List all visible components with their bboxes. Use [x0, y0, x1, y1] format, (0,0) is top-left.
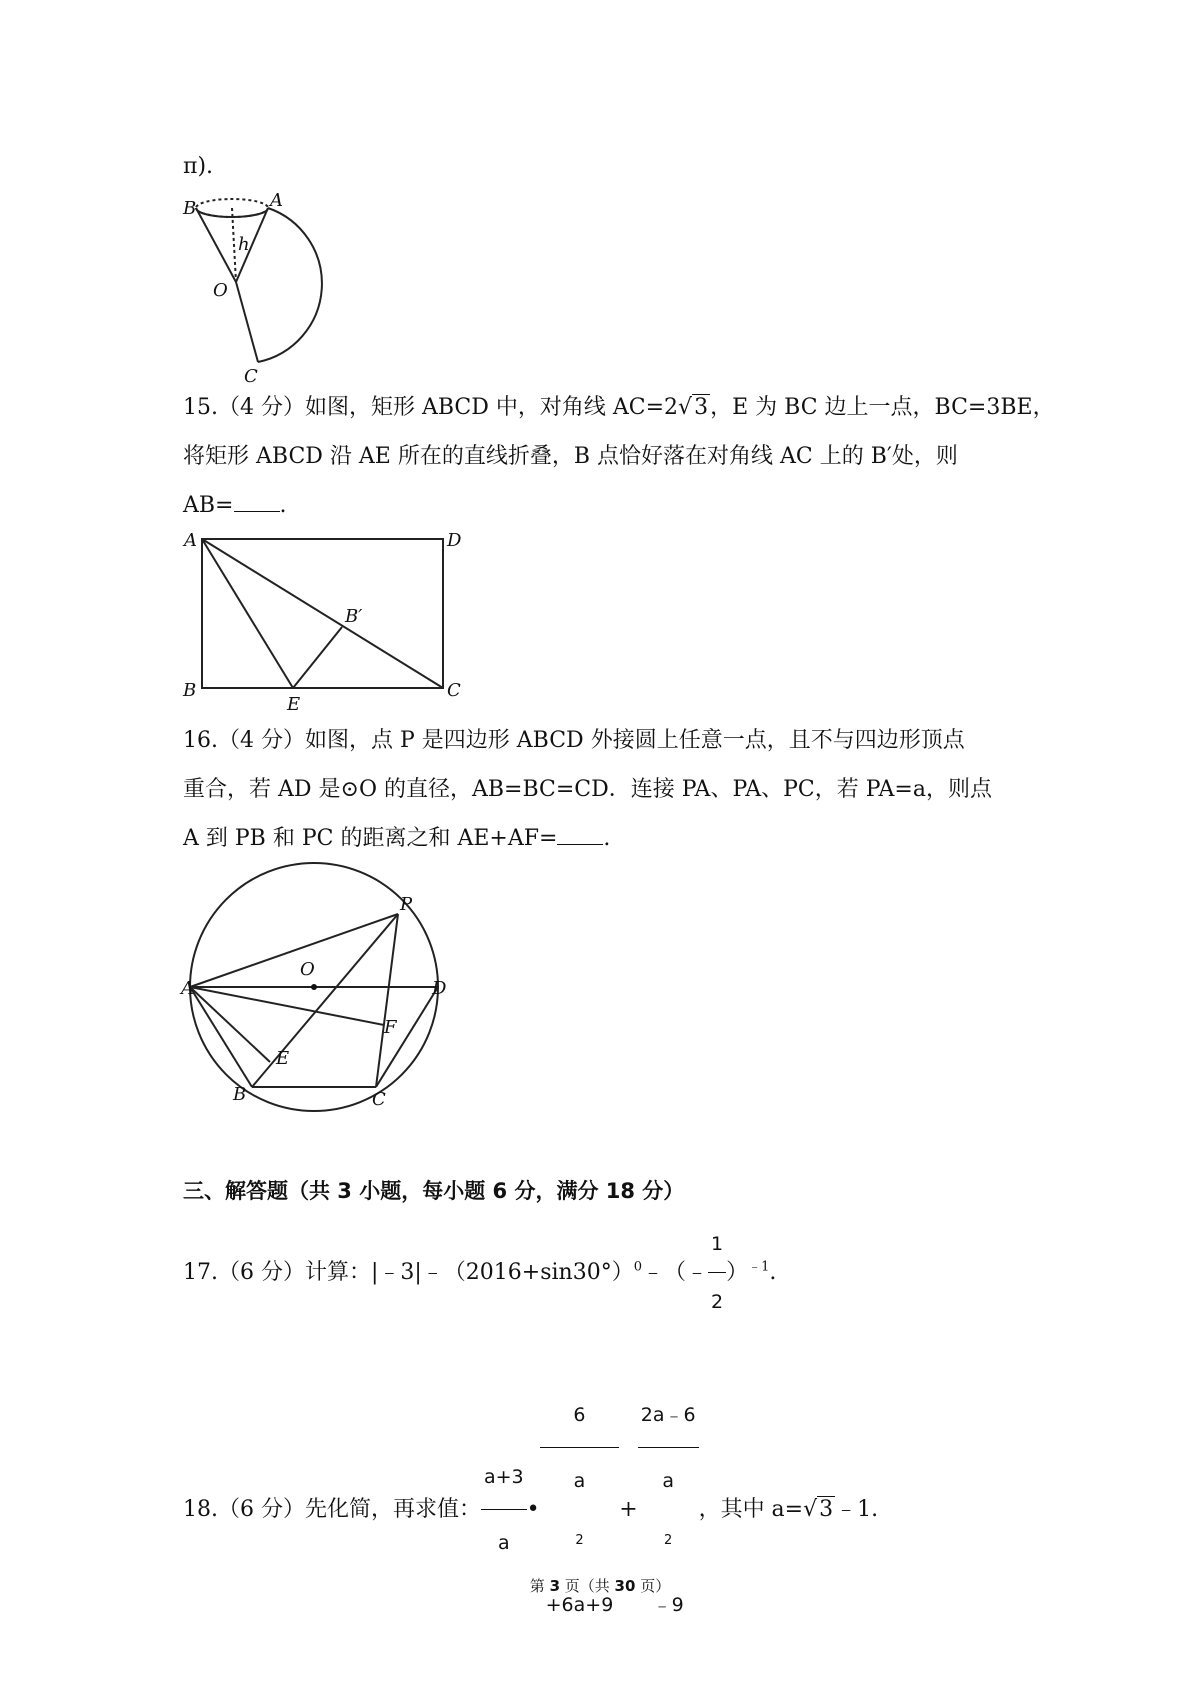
footer-total-pages: 30 [614, 1577, 636, 1595]
q18-radicand: 3 [819, 1497, 834, 1523]
sqrt-sign: √3 [803, 1497, 834, 1523]
q16-line3-text-b: . [603, 826, 611, 851]
q18-f1-num: a+3 [481, 1447, 527, 1510]
q17-exponent-neg1: ﹣1 [748, 1259, 770, 1275]
q18-f2-den-base: a [573, 1470, 586, 1492]
q18-f3-num: 2a﹣6 [638, 1385, 699, 1448]
page-footer [0, 1575, 1200, 1596]
q17-expr-b: ﹣（﹣ [642, 1260, 709, 1285]
q17-exponent-0: 0 [633, 1259, 642, 1275]
q18-where: ，其中 a= [698, 1497, 804, 1523]
q15-line1-text-a: 15.（4 分）如图，矩形 ABCD 中，对角线 AC=2 [183, 395, 679, 420]
fig14-label-h: h [238, 234, 250, 255]
q15-line3-text-a: AB= [183, 493, 234, 518]
q16-line3-text-a: A 到 PB 和 PC 的距离之和 AE+AF= [183, 826, 558, 851]
footer-page-number: 3 [549, 1577, 560, 1595]
fig14-label-c: C [244, 366, 258, 387]
q18-f3-den [638, 1448, 699, 1635]
fig16-label-d: D [432, 978, 447, 999]
fig16-label-f: F [384, 1017, 397, 1038]
footer-text-c: 页） [635, 1577, 671, 1595]
q16-line1: 16.（4 分）如图，点 P 是四边形 ABCD 外接圆上任意一点，且不与四边形顶点 [183, 728, 965, 753]
q18-line [183, 1385, 878, 1635]
sqrt-sign: √3 [678, 395, 709, 420]
fig15-label-e: E [287, 694, 301, 715]
fig15-label-bprime: B′ [345, 606, 363, 627]
q18-f2-num: 6 [540, 1385, 620, 1448]
fig15-label-c: C [447, 680, 461, 701]
center-dot [311, 984, 317, 990]
q18-dot: • [526, 1497, 540, 1523]
q14-tail-text: π). [183, 154, 214, 179]
q18-f3-den-rest: ﹣9 [652, 1594, 684, 1617]
q18-f2-den-rest: +6a+9 [545, 1594, 614, 1617]
fig14-label-a: A [270, 190, 283, 211]
fig14-label-o: O [213, 280, 228, 301]
q18-prefix: 18.（6 分）先化简，再求值： [183, 1497, 481, 1523]
q17-line [183, 1218, 776, 1328]
fig16-label-p: P [400, 894, 413, 915]
footer-text-b: 页（共 [560, 1577, 615, 1595]
q15-line1-text-b: ，E 为 BC 边上一点，BC=3BE， [710, 395, 1055, 420]
q18-f3-den-base: a [662, 1470, 674, 1492]
q18-fraction-2 [540, 1385, 620, 1635]
fig16-label-a: A [181, 978, 194, 999]
q16-line2: 重合，若 AD 是⊙O 的直径，AB=BC=CD．连接 PA、PA、PC，若 PA=a，则点 [183, 777, 992, 802]
q15-line2: 将矩形 ABCD 沿 AE 所在的直线折叠，B 点恰好落在对角线 AC 上的 B′处，则 [183, 444, 958, 469]
q18-fraction-3 [638, 1385, 699, 1635]
q15-line3-text-b: . [279, 493, 287, 518]
q17-prefix: 17.（6 分）计算： [183, 1260, 371, 1285]
fig16-label-o: O [300, 959, 315, 980]
fig15-label-d: D [447, 530, 462, 551]
q17-expr-a: |﹣3|﹣（2016+sin30°） [370, 1260, 634, 1285]
fig16-label-b: B [233, 1084, 247, 1105]
q18-f2-den-exp: 2 [575, 1533, 584, 1548]
section-heading: 三、解答题（共 3 小题，每小题 6 分，满分 18 分） [183, 1179, 685, 1203]
fig14-label-b: B [183, 198, 197, 219]
fig16-label-e: E [276, 1048, 290, 1069]
q17-expr-c: ） [726, 1260, 749, 1285]
q17-end: . [769, 1260, 777, 1285]
q18-f1-den: a [497, 1532, 510, 1555]
q18-f2-den [540, 1448, 620, 1635]
q18-plus: + [619, 1497, 638, 1523]
q18-fraction-1 [481, 1447, 527, 1573]
q17-frac-den: 2 [711, 1291, 724, 1313]
fig15-label-a: A [184, 530, 197, 551]
footer-text-a: 第 [529, 1577, 550, 1595]
q17-fraction [708, 1218, 726, 1328]
q18-tail: ﹣1. [835, 1497, 879, 1523]
fig15-label-b: B [183, 680, 197, 701]
fig16-label-c: C [372, 1089, 386, 1110]
q15-radicand: 3 [694, 395, 709, 420]
q17-frac-num: 1 [708, 1218, 726, 1273]
q18-f3-den-exp: 2 [664, 1533, 673, 1548]
